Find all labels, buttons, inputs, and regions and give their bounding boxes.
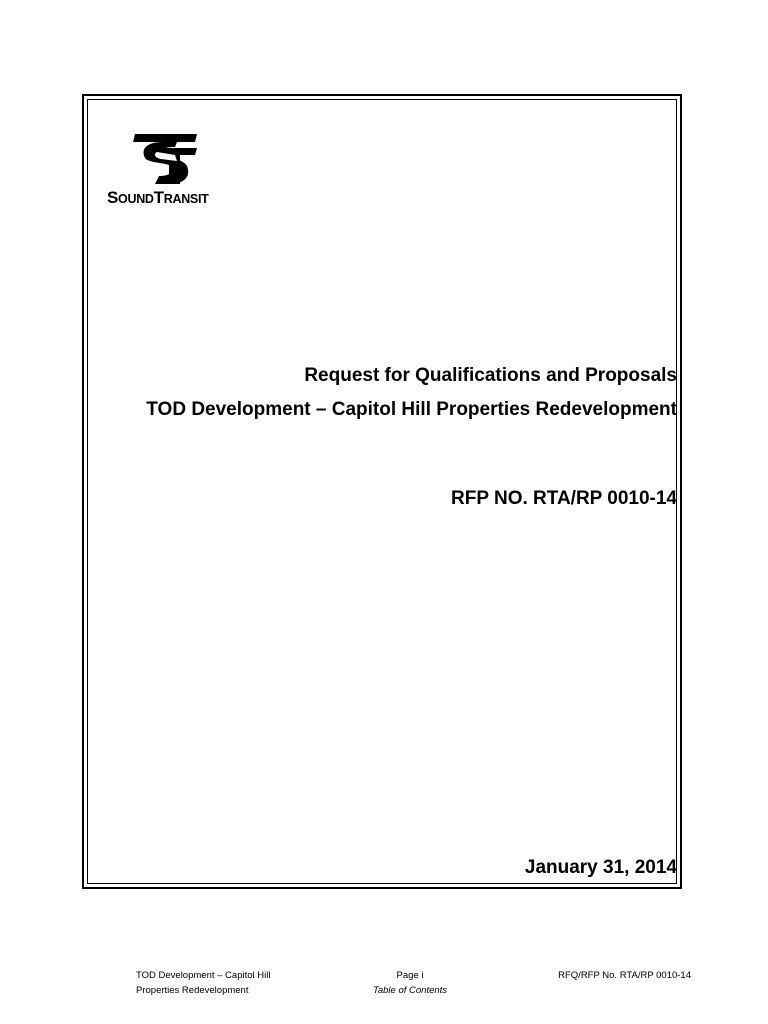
footer-section-name: Table of Contents <box>372 985 448 996</box>
document-subtitle: TOD Development – Capitol Hill Properties Redevelopment <box>146 399 677 420</box>
footer-center <box>360 968 460 998</box>
document-title: Request for Qualifications and Proposals <box>304 365 677 386</box>
sound-transit-logo <box>107 134 217 209</box>
footer-left <box>136 968 270 998</box>
logo-wordmark: SOUNDTRANSIT <box>107 188 209 207</box>
footer-left-line1: TOD Development – Capitol Hill <box>136 970 271 981</box>
footer-left-line2: Properties Redevelopment <box>136 985 249 996</box>
footer-right <box>558 968 691 983</box>
document-date: January 31, 2014 <box>524 857 677 878</box>
sound-transit-st-icon <box>133 134 199 184</box>
rfp-number: RFP NO. RTA/RP 0010-14 <box>451 488 677 509</box>
footer-rfp-reference: RFQ/RFP No. RTA/RP 0010-14 <box>558 970 691 981</box>
footer-page-number: Page i <box>396 970 424 981</box>
